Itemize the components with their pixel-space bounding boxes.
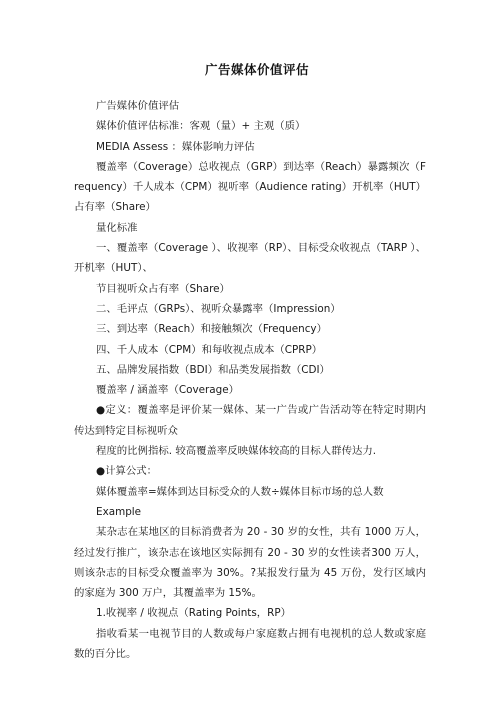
- paragraph: 程度的比例指标. 较高覆盖率反映媒体较高的目标人群传达力.: [96, 445, 377, 458]
- paragraph: 覆盖率（Coverage）总收视点（GRP）到达率（Reach）暴露频次（Frequency）千人成本（CPM）视听率（Audience rating）开机率（HUT）占有率（Share）: [74, 160, 426, 214]
- paragraph: ●定义：覆盖率是评价某一媒体、某一广告或广告活动等在特定时期内传达到特定目标视听众: [74, 404, 426, 437]
- paragraph: 1.收视率 / 收视点（Rating Points，RP）: [96, 607, 292, 620]
- paragraph: ●计算公式：: [96, 465, 158, 478]
- paragraph: 量化标准: [96, 221, 138, 234]
- paragraph: 二、毛评点（GRPs）、视听众暴露率（Impression）: [96, 302, 341, 315]
- paragraph: 三、到达率（Reach）和接触频次（Frequency）: [96, 323, 327, 336]
- paragraph: 覆盖率 / 涵盖率（Coverage）: [96, 384, 240, 397]
- paragraph: 指收看某一电视节目的人数或每户家庭数占拥有电视机的总人数或家庭数的百分比。: [74, 627, 426, 661]
- paragraph: 媒体覆盖率=媒体到达目标受众的人数÷媒体目标市场的总人数: [96, 485, 384, 498]
- document-title: 广告媒体价值评估: [204, 62, 309, 77]
- document-body: [74, 96, 426, 664]
- paragraph: 四、千人成本（CPM）和每收视点成本（CPRP）: [96, 343, 323, 356]
- paragraph: Example: [96, 505, 142, 518]
- paragraph: 一、覆盖率（Coverage ）、收视率（RP）、目标受众收视点（TARP ）、开机率（HUT）、: [74, 242, 426, 275]
- paragraph: 某杂志在某地区的目标消费者为 20 - 30 岁的女性，共有 1000 万人，经过发行推广，该杂志在该地区实际拥有 20 - 30 岁的女性读者300 万人，则该杂志的目标受众覆盖率为 30%。?某报发行量为 45 万份，发行区域内的家庭为 300 万户，其覆盖率为 15%。: [74, 526, 426, 600]
- paragraph: 广告媒体价值评估: [96, 100, 180, 112]
- paragraph: 节目视听众占有率（Share）: [96, 282, 230, 295]
- paragraph: 五、品牌发展指数（BDI）和品类发展指数（CDI）: [96, 363, 330, 376]
- paragraph: MEDIA Assess ：媒体影响力评估: [96, 140, 255, 153]
- paragraph: 媒体价值评估标准：客观（量）+ 主观（质）: [96, 120, 306, 133]
